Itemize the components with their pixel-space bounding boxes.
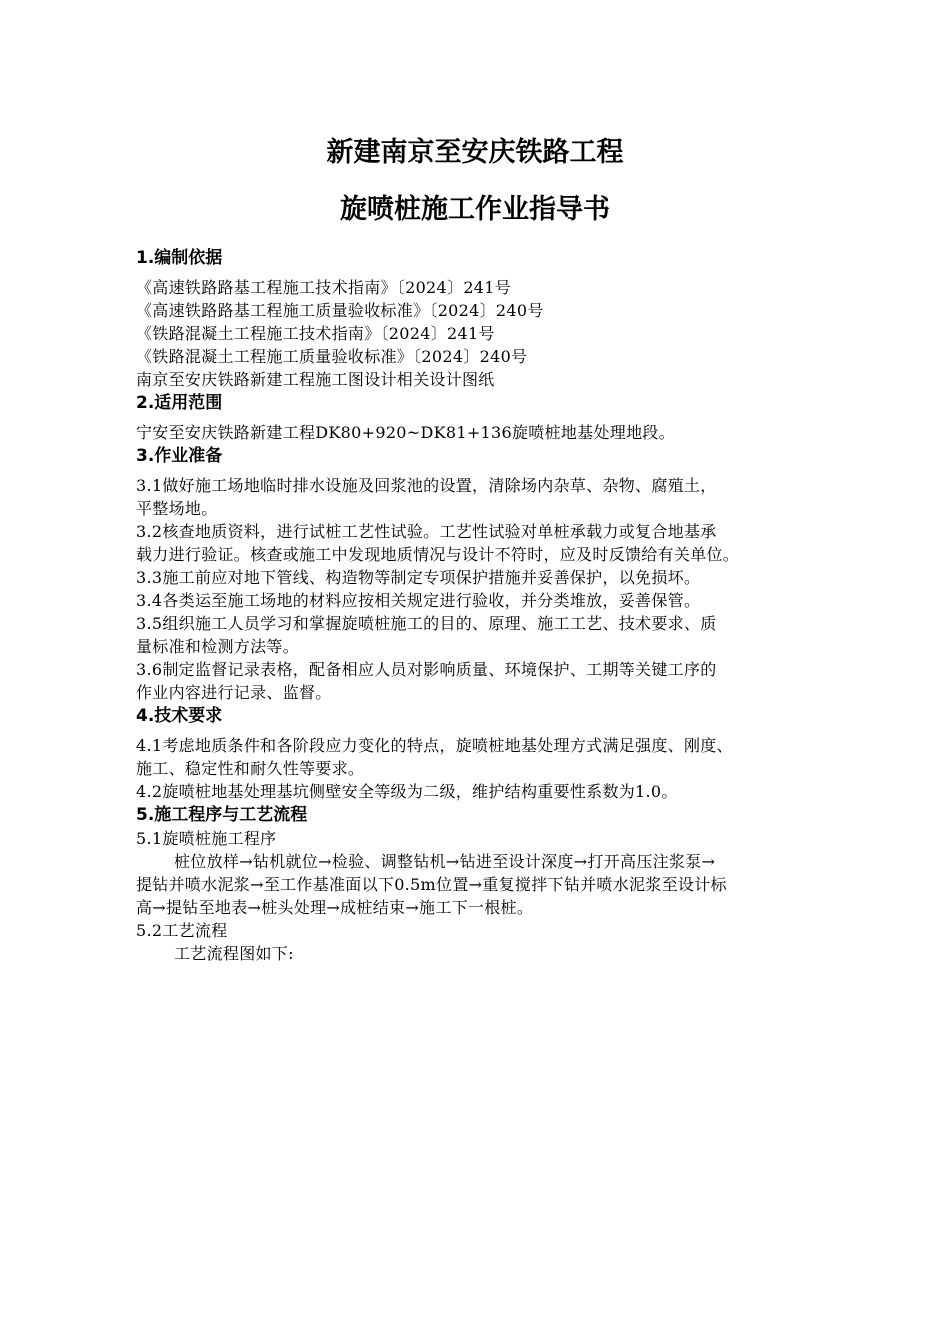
preparation-item-line: 3.6制定监督记录表格，配备相应人员对影响质量、环境保护、工期等关键工序的: [136, 660, 717, 679]
technical-item-line: 施工、稳定性和耐久性等要求。: [136, 759, 365, 778]
scope-text: 宁安至安庆铁路新建工程DK80+920~DK81+136旋喷桩地基处理地段。: [136, 423, 675, 442]
section-heading-procedure: 5.施工程序与工艺流程: [136, 805, 308, 825]
flowchart-intro: 工艺流程图如下:: [174, 944, 294, 963]
preparation-item-line: 平整场地。: [136, 499, 218, 518]
section-heading-preparation: 3.作业准备: [136, 446, 223, 466]
preparation-item-line: 3.3施工前应对地下管线、构造物等制定专项保护措施并妥善保护，以免损坏。: [136, 568, 701, 587]
subsection-title: 5.2工艺流程: [136, 921, 228, 940]
section-heading-basis: 1.编制依据: [136, 248, 223, 268]
technical-item-line: 4.1考虑地质条件和各阶段应力变化的特点，旋喷桩地基处理方式满足强度、刚度、: [136, 736, 733, 755]
preparation-item-line: 3.5组织施工人员学习和掌握旋喷桩施工的目的、原理、施工工艺、技术要求、质: [136, 614, 717, 633]
section-heading-scope: 2.适用范围: [136, 393, 223, 413]
preparation-item-line: 3.1做好施工场地临时排水设施及回浆池的设置，清除场内杂草、杂物、腐殖土，: [136, 476, 717, 495]
subsection-title: 5.1旋喷桩施工程序: [136, 829, 277, 848]
preparation-item-line: 3.2核查地质资料，进行试桩工艺性试验。工艺性试验对单桩承载力或复合地基承: [136, 522, 717, 541]
procedure-line: 高→提钻至地表→桩头处理→成桩结束→施工下一根桩。: [136, 898, 534, 917]
document-title: 新建南京至安庆铁路工程: [326, 137, 624, 168]
preparation-item-line: 载力进行验证。核查或施工中发现地质情况与设计不符时，应及时反馈给有关单位。: [136, 545, 740, 564]
section-heading-technical: 4.技术要求: [136, 706, 223, 726]
preparation-item-line: 作业内容进行记录、监督。: [136, 683, 332, 702]
procedure-line: 提钻并喷水泥浆→至工作基准面以下0.5m位置→重复搅拌下钻并喷水泥浆至设计标: [136, 875, 727, 894]
document-subtitle: 旋喷桩施工作业指导书: [340, 194, 610, 225]
procedure-line: 桩位放样→钻机就位→检验、调整钻机→钻进至设计深度→打开高压注浆泵→: [174, 852, 716, 871]
reference-item: 《铁路混凝土工程施工质量验收标准》〔2024〕240号: [136, 347, 528, 366]
preparation-item-line: 3.4各类运至施工场地的材料应按相关规定进行验收，并分类堆放，妥善保管。: [136, 591, 701, 610]
reference-item: 南京至安庆铁路新建工程施工图设计相关设计图纸: [136, 370, 495, 389]
reference-item: 《高速铁路路基工程施工质量验收标准》〔2024〕240号: [136, 301, 544, 320]
technical-item-line: 4.2旋喷桩地基处理基坑侧壁安全等级为二级，维护结构重要性系数为1.0。: [136, 782, 678, 801]
reference-item: 《铁路混凝土工程施工技术指南》〔2024〕241号: [136, 324, 495, 343]
document-body: [136, 246, 856, 965]
reference-item: 《高速铁路路基工程施工技术指南》〔2024〕241号: [136, 278, 512, 297]
preparation-item-line: 量标准和检测方法等。: [136, 637, 300, 656]
